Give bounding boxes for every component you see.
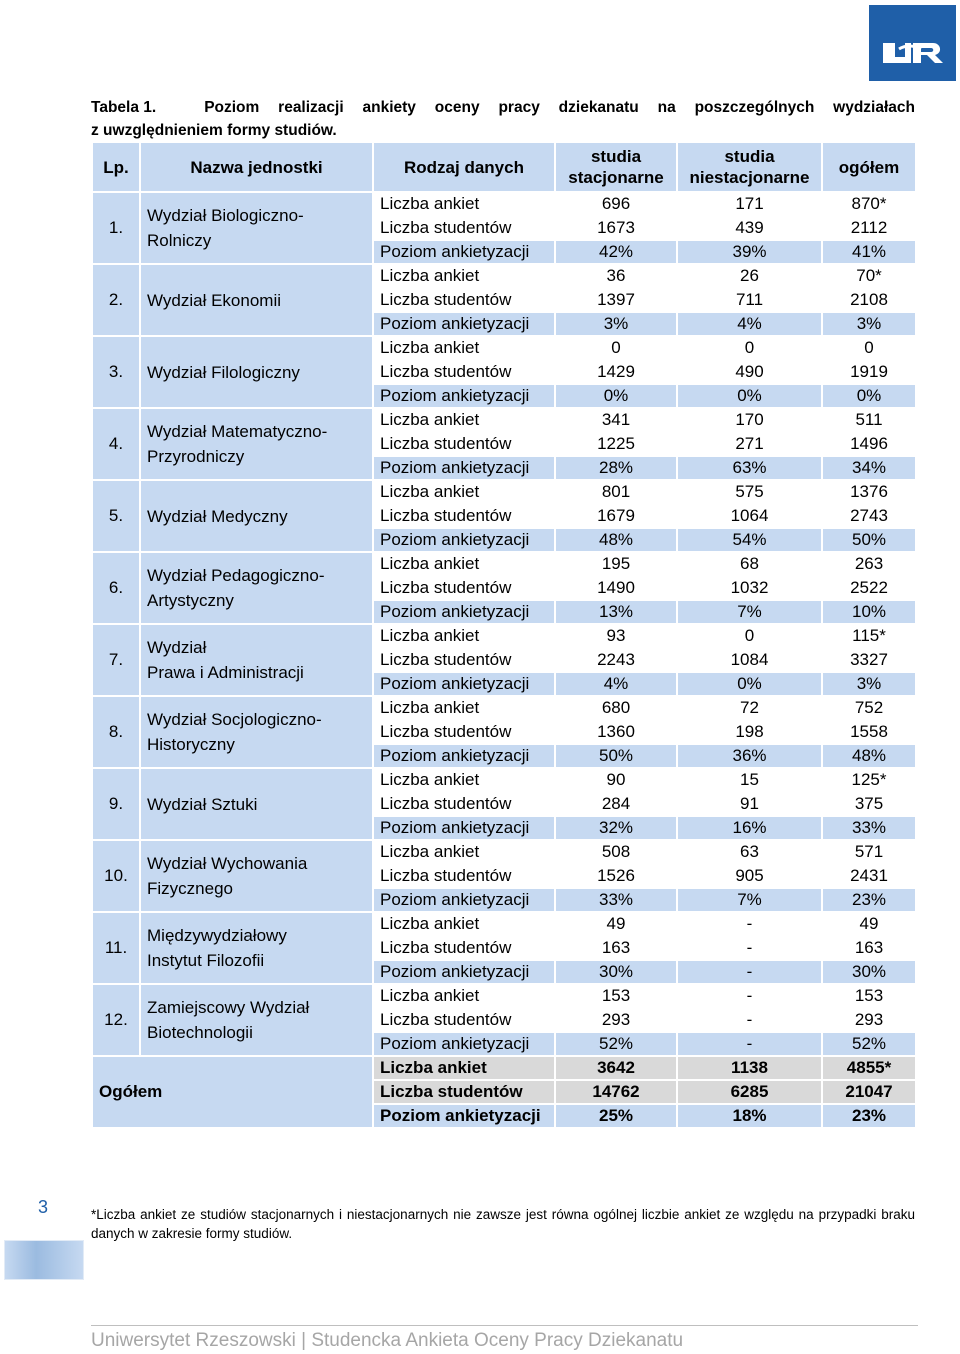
table-caption	[91, 96, 915, 142]
data-kind: Poziom ankietyzacji	[373, 312, 555, 336]
footnote: *Liczba ankiet ze studiów stacjonarnych i niestacjonarnych nie zawsze jest równa ogólnej liczbie ankiet ze względu na przypadki braku danych w zakresie formy studiów.	[91, 1207, 915, 1241]
data-kind: Liczba studentów	[373, 216, 555, 240]
value-stacjonarne: 3%	[555, 312, 677, 336]
caption-title-part2: z uwzględnieniem formy studiów.	[91, 122, 337, 139]
value-stacjonarne: 2243	[555, 648, 677, 672]
table-header-row	[92, 142, 916, 192]
value-niestacjonarne: 16%	[677, 816, 822, 840]
value-total: 1919	[822, 360, 916, 384]
value-total: 2112	[822, 216, 916, 240]
value-total: 50%	[822, 528, 916, 552]
data-kind: Liczba studentów	[373, 864, 555, 888]
data-kind: Liczba ankiet	[373, 552, 555, 576]
unit-name	[140, 480, 373, 552]
value-total: 375	[822, 792, 916, 816]
value-niestacjonarne: 0%	[677, 672, 822, 696]
total-stacjonarne: 14762	[555, 1080, 677, 1104]
value-stacjonarne: 1360	[555, 720, 677, 744]
data-kind: Poziom ankietyzacji	[373, 240, 555, 264]
data-kind: Liczba ankiet	[373, 264, 555, 288]
footer-divider	[91, 1325, 918, 1326]
unit-name	[140, 840, 373, 912]
value-stacjonarne: 195	[555, 552, 677, 576]
unit-name-line: Wydział Filologiczny	[147, 362, 300, 382]
unit-name-line: Rolniczy	[147, 231, 212, 250]
value-stacjonarne: 52%	[555, 1032, 677, 1056]
value-niestacjonarne: 63%	[677, 456, 822, 480]
data-kind: Liczba studentów	[373, 432, 555, 456]
total-stacjonarne: 25%	[555, 1104, 677, 1128]
unit-name-line: Artystyczny	[147, 591, 234, 610]
table-row	[92, 840, 916, 864]
value-stacjonarne: 153	[555, 984, 677, 1008]
value-total: 30%	[822, 960, 916, 984]
unit-name-line: Wydział Medyczny	[147, 506, 288, 526]
value-total: 34%	[822, 456, 916, 480]
unit-name-line: Wydział Socjologiczno-	[147, 710, 322, 729]
data-kind: Liczba studentów	[373, 504, 555, 528]
value-niestacjonarne: 91	[677, 792, 822, 816]
unit-name	[140, 912, 373, 984]
data-kind: Liczba ankiet	[373, 696, 555, 720]
value-stacjonarne: 42%	[555, 240, 677, 264]
unit-name-line: Prawa i Administracji	[147, 663, 304, 682]
value-niestacjonarne: 198	[677, 720, 822, 744]
unit-name-line: Wydział Pedagogiczno-	[147, 566, 325, 585]
unit-number: 2.	[92, 264, 140, 336]
unit-number: 12.	[92, 984, 140, 1056]
value-stacjonarne: 49	[555, 912, 677, 936]
total-niestacjonarne: 1138	[677, 1056, 822, 1080]
table-row	[92, 552, 916, 576]
value-total: 1376	[822, 480, 916, 504]
value-total: 115*	[822, 624, 916, 648]
value-niestacjonarne: 1032	[677, 576, 822, 600]
value-total: 511	[822, 408, 916, 432]
value-niestacjonarne: 72	[677, 696, 822, 720]
value-stacjonarne: 0	[555, 336, 677, 360]
total-niestacjonarne: 18%	[677, 1104, 822, 1128]
data-kind: Liczba ankiet	[373, 408, 555, 432]
total-data-kind: Poziom ankietyzacji	[373, 1104, 555, 1128]
value-total: 70*	[822, 264, 916, 288]
unit-name-line: Przyrodniczy	[147, 447, 245, 466]
table-row	[92, 408, 916, 432]
data-kind: Poziom ankietyzacji	[373, 744, 555, 768]
value-niestacjonarne: 711	[677, 288, 822, 312]
value-niestacjonarne: 1084	[677, 648, 822, 672]
value-stacjonarne: 341	[555, 408, 677, 432]
value-stacjonarne: 4%	[555, 672, 677, 696]
value-stacjonarne: 293	[555, 1008, 677, 1032]
data-kind: Liczba studentów	[373, 648, 555, 672]
value-niestacjonarne: 39%	[677, 240, 822, 264]
value-total: 125*	[822, 768, 916, 792]
value-niestacjonarne: 170	[677, 408, 822, 432]
value-total: 153	[822, 984, 916, 1008]
value-stacjonarne: 48%	[555, 528, 677, 552]
value-total: 263	[822, 552, 916, 576]
header-lp: Lp.	[92, 142, 140, 192]
value-niestacjonarne: 439	[677, 216, 822, 240]
unit-number: 4.	[92, 408, 140, 480]
value-stacjonarne: 508	[555, 840, 677, 864]
table-row	[92, 768, 916, 792]
value-niestacjonarne: 15	[677, 768, 822, 792]
data-kind: Liczba ankiet	[373, 840, 555, 864]
total-niestacjonarne: 6285	[677, 1080, 822, 1104]
unit-name-line: Wydział	[147, 638, 207, 657]
data-kind: Liczba ankiet	[373, 336, 555, 360]
value-niestacjonarne: 271	[677, 432, 822, 456]
university-logo	[869, 5, 956, 81]
total-total: 23%	[822, 1104, 916, 1128]
value-stacjonarne: 28%	[555, 456, 677, 480]
unit-name-line: Instytut Filozofii	[147, 951, 265, 970]
value-stacjonarne: 1673	[555, 216, 677, 240]
faculty-survey-table	[91, 141, 917, 1129]
value-niestacjonarne: 7%	[677, 600, 822, 624]
value-stacjonarne: 1397	[555, 288, 677, 312]
unit-name	[140, 696, 373, 768]
value-total: 1558	[822, 720, 916, 744]
value-niestacjonarne: 54%	[677, 528, 822, 552]
total-label: Ogółem	[92, 1056, 373, 1128]
unit-number: 8.	[92, 696, 140, 768]
unit-number: 11.	[92, 912, 140, 984]
value-total: 48%	[822, 744, 916, 768]
data-kind: Poziom ankietyzacji	[373, 888, 555, 912]
caption-label: Tabela 1.	[91, 99, 157, 116]
header-stacjonarne	[555, 142, 677, 192]
value-total: 10%	[822, 600, 916, 624]
unit-name-line: Międzywydziałowy	[147, 926, 287, 945]
data-kind: Liczba studentów	[373, 576, 555, 600]
data-kind: Liczba studentów	[373, 288, 555, 312]
header-kind: Rodzaj danych	[373, 142, 555, 192]
value-stacjonarne: 30%	[555, 960, 677, 984]
value-stacjonarne: 696	[555, 192, 677, 216]
data-kind: Liczba ankiet	[373, 912, 555, 936]
value-total: 2743	[822, 504, 916, 528]
value-stacjonarne: 93	[555, 624, 677, 648]
table-row	[92, 696, 916, 720]
value-niestacjonarne: 905	[677, 864, 822, 888]
value-niestacjonarne: -	[677, 1008, 822, 1032]
data-kind: Poziom ankietyzacji	[373, 816, 555, 840]
total-row	[92, 1056, 916, 1080]
value-niestacjonarne: 0%	[677, 384, 822, 408]
value-niestacjonarne: 63	[677, 840, 822, 864]
value-total: 571	[822, 840, 916, 864]
value-total: 2108	[822, 288, 916, 312]
header-niestac-line1: studia	[724, 147, 775, 166]
unit-name	[140, 552, 373, 624]
unit-number: 1.	[92, 192, 140, 264]
data-kind: Poziom ankietyzacji	[373, 672, 555, 696]
data-kind: Poziom ankietyzacji	[373, 384, 555, 408]
data-kind: Liczba ankiet	[373, 480, 555, 504]
data-kind: Poziom ankietyzacji	[373, 600, 555, 624]
unit-name	[140, 336, 373, 408]
value-niestacjonarne: 575	[677, 480, 822, 504]
value-stacjonarne: 0%	[555, 384, 677, 408]
value-niestacjonarne: -	[677, 1032, 822, 1056]
data-kind: Liczba ankiet	[373, 984, 555, 1008]
unit-name	[140, 768, 373, 840]
unit-number: 7.	[92, 624, 140, 696]
value-stacjonarne: 680	[555, 696, 677, 720]
total-data-kind: Liczba ankiet	[373, 1056, 555, 1080]
value-stacjonarne: 284	[555, 792, 677, 816]
data-kind: Liczba ankiet	[373, 192, 555, 216]
value-stacjonarne: 13%	[555, 600, 677, 624]
data-kind: Liczba ankiet	[373, 768, 555, 792]
value-niestacjonarne: 68	[677, 552, 822, 576]
header-niestacjonarne	[677, 142, 822, 192]
unit-name-line: Wydział Matematyczno-	[147, 422, 328, 441]
value-total: 870*	[822, 192, 916, 216]
value-niestacjonarne: -	[677, 912, 822, 936]
value-niestacjonarne: 36%	[677, 744, 822, 768]
value-total: 163	[822, 936, 916, 960]
value-niestacjonarne: 26	[677, 264, 822, 288]
value-total: 1496	[822, 432, 916, 456]
unit-name	[140, 264, 373, 336]
table-row	[92, 480, 916, 504]
value-total: 293	[822, 1008, 916, 1032]
value-niestacjonarne: 171	[677, 192, 822, 216]
value-total: 0	[822, 336, 916, 360]
data-kind: Liczba studentów	[373, 936, 555, 960]
header-unit: Nazwa jednostki	[140, 142, 373, 192]
header-niestac-line2: niestacjonarne	[689, 168, 810, 187]
value-niestacjonarne: 1064	[677, 504, 822, 528]
unit-name	[140, 624, 373, 696]
value-total: 23%	[822, 888, 916, 912]
total-stacjonarne: 3642	[555, 1056, 677, 1080]
table-row	[92, 624, 916, 648]
value-total: 0%	[822, 384, 916, 408]
unit-name-line: Wydział Ekonomii	[147, 290, 281, 310]
data-kind: Liczba ankiet	[373, 624, 555, 648]
value-total: 33%	[822, 816, 916, 840]
value-total: 2522	[822, 576, 916, 600]
ur-logo-icon	[869, 5, 956, 81]
data-kind: Liczba studentów	[373, 720, 555, 744]
total-data-kind: Liczba studentów	[373, 1080, 555, 1104]
header-stac-line2: stacjonarne	[568, 168, 664, 187]
total-total: 4855*	[822, 1056, 916, 1080]
unit-name-line: Wydział Sztuki	[147, 794, 258, 814]
value-niestacjonarne: -	[677, 984, 822, 1008]
data-kind: Poziom ankietyzacji	[373, 960, 555, 984]
unit-name-line: Wydział Wychowania	[147, 854, 308, 873]
unit-number: 5.	[92, 480, 140, 552]
header-total: ogółem	[822, 142, 916, 192]
value-stacjonarne: 32%	[555, 816, 677, 840]
value-stacjonarne: 163	[555, 936, 677, 960]
value-total: 3327	[822, 648, 916, 672]
value-total: 49	[822, 912, 916, 936]
value-niestacjonarne: 0	[677, 336, 822, 360]
decorative-bar	[4, 1240, 84, 1280]
data-kind: Poziom ankietyzacji	[373, 456, 555, 480]
value-stacjonarne: 801	[555, 480, 677, 504]
value-stacjonarne: 50%	[555, 744, 677, 768]
value-stacjonarne: 33%	[555, 888, 677, 912]
table-row	[92, 984, 916, 1008]
value-total: 41%	[822, 240, 916, 264]
value-total: 52%	[822, 1032, 916, 1056]
table-row	[92, 336, 916, 360]
value-total: 752	[822, 696, 916, 720]
unit-name-line: Fizycznego	[147, 879, 233, 898]
total-total: 21047	[822, 1080, 916, 1104]
table-row	[92, 264, 916, 288]
value-stacjonarne: 1526	[555, 864, 677, 888]
data-kind: Liczba studentów	[373, 360, 555, 384]
unit-name	[140, 984, 373, 1056]
table-body	[92, 192, 916, 1128]
value-total: 3%	[822, 312, 916, 336]
value-niestacjonarne: 4%	[677, 312, 822, 336]
unit-name	[140, 192, 373, 264]
unit-number: 3.	[92, 336, 140, 408]
caption-title-part1: Poziom realizacji ankiety oceny pracy dziekanatu na poszczególnych wydziałach	[204, 99, 915, 116]
unit-number: 10.	[92, 840, 140, 912]
unit-name-line: Zamiejscowy Wydział	[147, 998, 310, 1017]
value-niestacjonarne: -	[677, 960, 822, 984]
value-niestacjonarne: 0	[677, 624, 822, 648]
value-niestacjonarne: 490	[677, 360, 822, 384]
data-kind: Poziom ankietyzacji	[373, 1032, 555, 1056]
table-row	[92, 912, 916, 936]
value-stacjonarne: 36	[555, 264, 677, 288]
value-stacjonarne: 1429	[555, 360, 677, 384]
header-stac-line1: studia	[590, 147, 642, 166]
value-niestacjonarne: 7%	[677, 888, 822, 912]
unit-name-line: Biotechnologii	[147, 1023, 253, 1042]
unit-name	[140, 408, 373, 480]
value-stacjonarne: 1679	[555, 504, 677, 528]
data-kind: Liczba studentów	[373, 1008, 555, 1032]
unit-number: 9.	[92, 768, 140, 840]
unit-name-line: Wydział Biologiczno-	[147, 206, 304, 225]
table-row	[92, 192, 916, 216]
unit-name-line: Historyczny	[147, 735, 235, 754]
unit-number: 6.	[92, 552, 140, 624]
value-niestacjonarne: -	[677, 936, 822, 960]
value-stacjonarne: 1490	[555, 576, 677, 600]
value-total: 3%	[822, 672, 916, 696]
value-total: 2431	[822, 864, 916, 888]
data-kind: Poziom ankietyzacji	[373, 528, 555, 552]
value-stacjonarne: 1225	[555, 432, 677, 456]
page-number: 3	[38, 1197, 49, 1217]
footer-text: Uniwersytet Rzeszowski | Studencka Ankieta Oceny Pracy Dziekanatu	[91, 1330, 684, 1351]
value-stacjonarne: 90	[555, 768, 677, 792]
data-kind: Liczba studentów	[373, 792, 555, 816]
